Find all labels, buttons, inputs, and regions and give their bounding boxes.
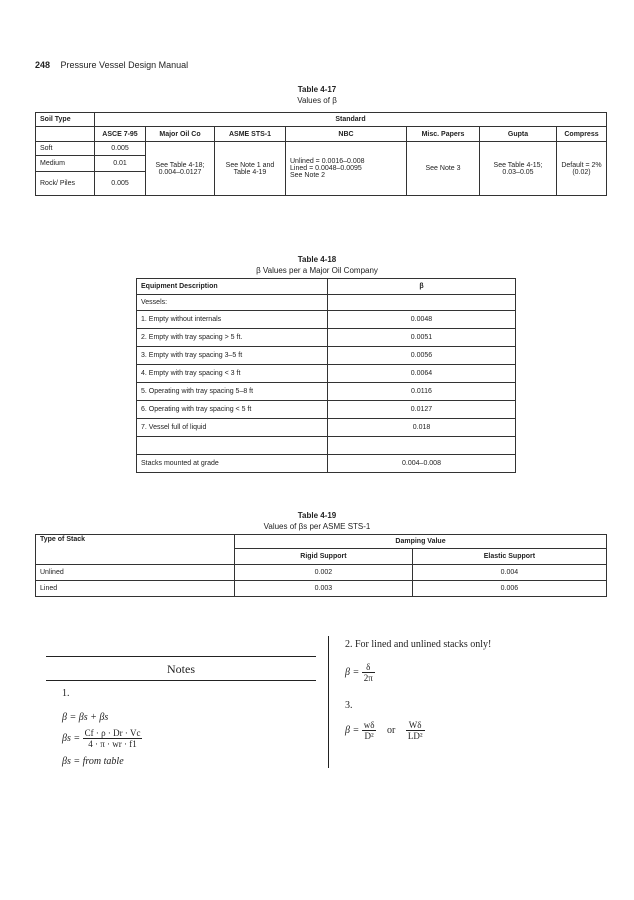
elastic-header: Elastic Support [412, 549, 606, 565]
table-title: Table 4-17 [297, 85, 337, 94]
soil-cell: Medium [36, 156, 95, 172]
vessels-label: Vessels: [137, 295, 328, 311]
beta-value: 0.0116 [328, 383, 516, 401]
equation-beta-table: βs = from table [62, 756, 124, 767]
col-major-oil: Major Oil Co [146, 127, 215, 142]
fraction-denominator: LD² [407, 731, 423, 741]
fraction [362, 662, 375, 683]
fraction-denominator: 4 · π · wr · f1 [88, 739, 137, 749]
fraction-numerator: Cf · ρ · Dr · Vc [84, 728, 141, 738]
equipment-desc: 2. Empty with tray spacing > 5 ft. [137, 329, 328, 347]
stack-type: Lined [36, 581, 235, 597]
equation-beta-w [345, 720, 425, 741]
eq-lhs: βs = [62, 733, 81, 744]
stacks-desc: Stacks mounted at grade [137, 455, 328, 473]
col-misc: Misc. Papers [407, 127, 480, 142]
eq-lhs: β = [345, 667, 360, 678]
stacks-value: 0.004–0.008 [328, 455, 516, 473]
asce-cell: 0.005 [95, 172, 146, 196]
note-3-number: 3. [345, 700, 353, 711]
damping-header: Damping Value [235, 535, 607, 549]
soil-cell: Rock/ Piles [36, 172, 95, 196]
eq-lhs: β = [345, 725, 360, 736]
elastic-value: 0.006 [412, 581, 606, 597]
misc-cell: See Note 3 [407, 142, 480, 196]
table-4-19-caption [0, 510, 634, 532]
fraction-denominator: 2π [363, 673, 373, 683]
beta-value: 0.0051 [328, 329, 516, 347]
rigid-header: Rigid Support [235, 549, 413, 565]
table-subtitle: Values of β [297, 96, 337, 105]
fraction-numerator: Wδ [406, 720, 425, 731]
nbc-line: See Note 2 [290, 172, 326, 179]
book-title: Pressure Vessel Design Manual [60, 60, 189, 70]
page-number: 248 [35, 60, 51, 70]
col-asme: ASME STS-1 [215, 127, 286, 142]
notes-title: Notes [167, 662, 195, 676]
equipment-desc: 7. Vessel full of liquid [137, 419, 328, 437]
col-gupta: Gupta [480, 127, 557, 142]
table-4-19 [35, 534, 607, 597]
stack-type: Unlined [36, 565, 235, 581]
rigid-value: 0.003 [235, 581, 413, 597]
beta-value: 0.0127 [328, 401, 516, 419]
equation-beta-s [62, 728, 142, 749]
note-1-number: 1. [62, 688, 70, 699]
fraction [83, 728, 143, 749]
beta-value: 0.018 [328, 419, 516, 437]
table-title: Table 4-18 [297, 255, 337, 264]
fraction-denominator: D² [364, 731, 374, 741]
note-2-text: 2. For lined and unlined stacks only! [345, 639, 492, 650]
col-asce: ASCE 7-95 [95, 127, 146, 142]
notes-rule-top [46, 656, 316, 657]
equipment-desc: 6. Operating with tray spacing < 5 ft [137, 401, 328, 419]
table-title: Table 4-19 [297, 511, 337, 520]
type-header: Type of Stack [36, 535, 235, 565]
table-4-17 [35, 112, 607, 196]
nbc-line: Unlined = 0.0016–0.008 [290, 158, 365, 165]
equation-beta-sum: β = βs + βs [62, 712, 109, 723]
column-divider [328, 636, 329, 768]
fraction-numerator: wδ [363, 720, 375, 730]
equation-beta-delta [345, 662, 375, 683]
col-nbc: NBC [286, 127, 407, 142]
asme-cell: See Note 1 and Table 4-19 [215, 142, 286, 196]
fraction-numerator: δ [362, 662, 375, 673]
equipment-header: Equipment Description [137, 279, 328, 295]
notes-rule-bottom [46, 680, 316, 681]
beta-value: 0.0056 [328, 347, 516, 365]
soil-type-header: Soil Type [36, 113, 95, 127]
col-compress: Compress [557, 127, 607, 142]
gupta-cell: See Table 4-15; 0.03–0.05 [480, 142, 557, 196]
compress-cell: Default = 2% (0.02) [557, 142, 607, 196]
fraction [406, 720, 425, 741]
equipment-desc: 5. Operating with tray spacing 5–8 ft [137, 383, 328, 401]
table-subtitle: Values of βs per ASME STS-1 [263, 522, 371, 531]
equipment-desc: 4. Empty with tray spacing < 3 ft [137, 365, 328, 383]
beta-header: β [328, 279, 516, 295]
nbc-line: Lined = 0.0048–0.0095 [290, 165, 362, 172]
rigid-value: 0.002 [235, 565, 413, 581]
equipment-desc: 3. Empty with tray spacing 3–5 ft [137, 347, 328, 365]
table-4-18-caption [0, 254, 634, 276]
table-4-17-caption [0, 84, 634, 106]
beta-value: 0.0048 [328, 311, 516, 329]
nbc-cell [286, 142, 407, 196]
asce-cell: 0.01 [95, 156, 146, 172]
soil-cell: Soft [36, 142, 95, 156]
elastic-value: 0.004 [412, 565, 606, 581]
table-subtitle: β Values per a Major Oil Company [256, 266, 378, 275]
asce-cell: 0.005 [95, 142, 146, 156]
or-text: or [386, 725, 396, 736]
running-header [35, 60, 188, 70]
fraction [362, 720, 377, 741]
table-4-18 [136, 278, 516, 473]
equipment-desc: 1. Empty without internals [137, 311, 328, 329]
beta-value: 0.0064 [328, 365, 516, 383]
standard-header: Standard [95, 113, 607, 127]
major-oil-cell: See Table 4-18; 0.004–0.0127 [146, 142, 215, 196]
